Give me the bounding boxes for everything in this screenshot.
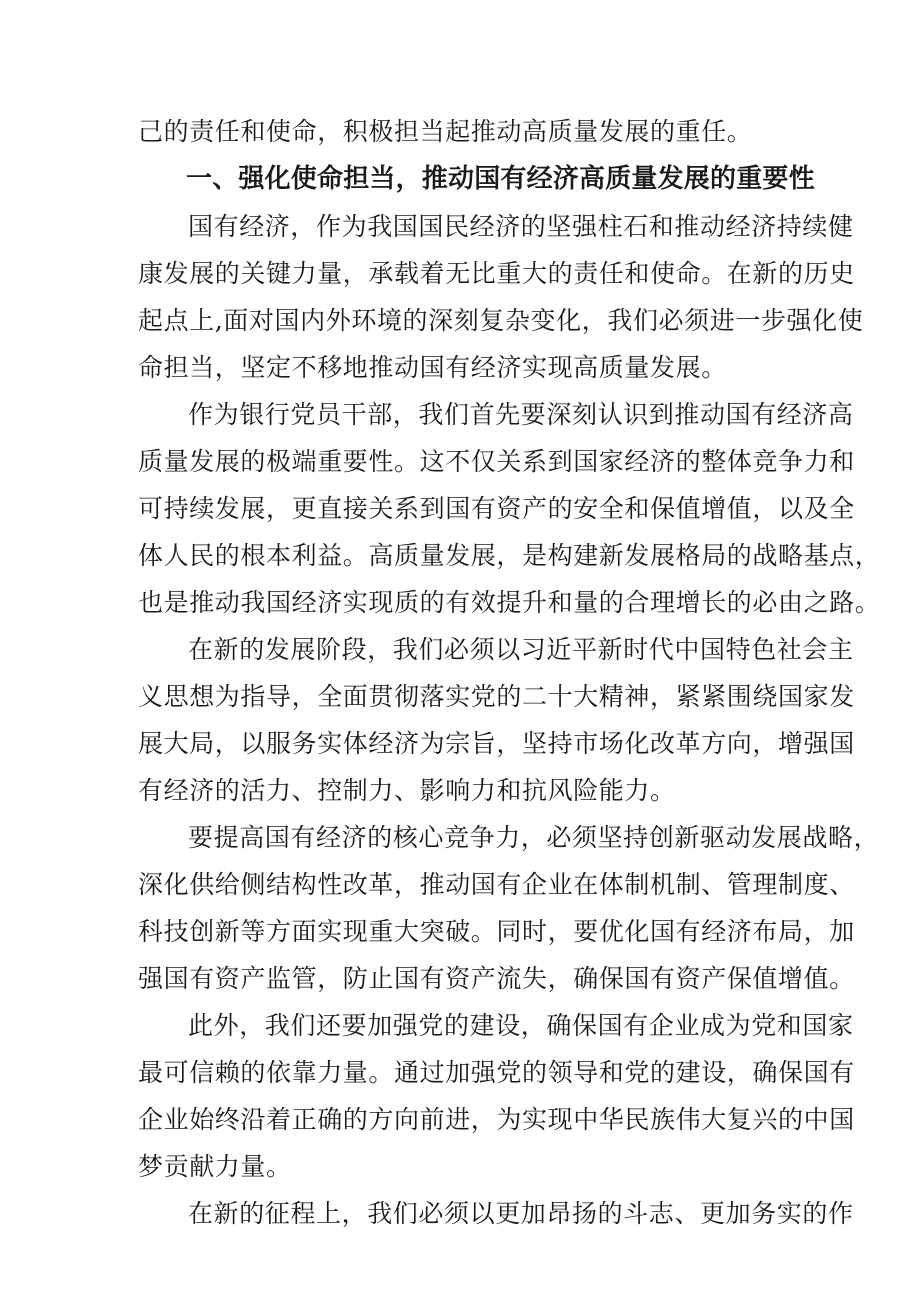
paragraph-line: 质量发展的极端重要性。这不仅关系到国家经济的整体竞争力和 [138, 447, 855, 476]
paragraph-line: 企业始终沿着正确的方向前进，为实现中华民族伟大复兴的中国 [138, 1105, 855, 1134]
paragraph-line: 在新的发展阶段，我们必须以习近平新时代中国特色社会主 [188, 635, 854, 664]
paragraph-line: 此外，我们还要加强党的建设，确保国有企业成为党和国家 [188, 1011, 854, 1040]
opening-line: 己的责任和使命，积极担当起推动高质量发展的重任。 [138, 117, 753, 146]
paragraph-line: 命担当，坚定不移地推动国有经济实现高质量发展。 [138, 353, 727, 382]
paragraph-line: 最可信赖的依靠力量。通过加强党的领导和党的建设，确保国有 [138, 1058, 855, 1087]
paragraph-line: 作为银行党员干部，我们首先要深刻认识到推动国有经济高 [188, 400, 854, 429]
paragraph-line: 梦贡献力量。 [138, 1152, 292, 1181]
paragraph-line: 义思想为指导，全面贯彻落实党的二十大精神，紧紧围绕国家发 [138, 682, 855, 711]
paragraph-line: 体人民的根本利益。高质量发展，是构建新发展格局的战略基点， [138, 541, 881, 570]
paragraph-line: 可持续发展，更直接关系到国有资产的安全和保值增值，以及全 [138, 494, 855, 523]
paragraph-line: 强国有资产监管，防止国有资产流失，确保国有资产保值增值。 [138, 964, 855, 993]
paragraph-line: 展大局，以服务实体经济为宗旨，坚持市场化改革方向，增强国 [138, 729, 855, 758]
paragraph-line: 要提高国有经济的核心竞争力，必须坚持创新驱动发展战略， [188, 823, 880, 852]
paragraph-line: 深化供给侧结构性改革，推动国有企业在体制机制、管理制度、 [138, 870, 855, 899]
paragraph-line: 在新的征程上，我们必须以更加昂扬的斗志、更加务实的作 [188, 1199, 854, 1228]
paragraph-line: 也是推动我国经济实现质的有效提升和量的合理增长的必由之路。 [138, 588, 881, 617]
section-heading: 一、强化使命担当，推动国有经济高质量发展的重要性 [186, 164, 815, 194]
paragraph-line: 有经济的活力、控制力、影响力和抗风险能力。 [138, 776, 676, 805]
paragraph-line: 康发展的关键力量，承载着无比重大的责任和使命。在新的历史 [138, 259, 855, 288]
paragraph-line: 科技创新等方面实现重大突破。同时，要优化国有经济布局，加 [138, 917, 855, 946]
paragraph-line: 国有经济，作为我国国民经济的坚强柱石和推动经济持续健 [188, 212, 854, 241]
paragraph-line: 起点上,面对国内外环境的深刻复杂变化，我们必须进一步强化使 [138, 306, 864, 335]
